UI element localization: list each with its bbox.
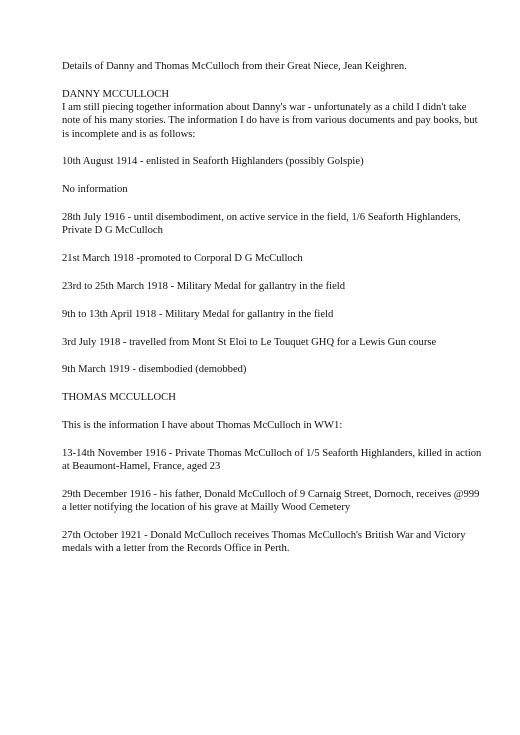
danny-entry-medal-march: 23rd to 25th March 1918 - Military Medal for gallantry in the field [62, 280, 346, 292]
thomas-paragraph: This is the information I have about Thomas McCulloch in WW1: [62, 419, 343, 431]
thomas-entry-father-line-a: 29th December 1916 - his father, Donald McCulloch of 9 Carnaig Street, Dornoch, receives @999 [62, 488, 480, 500]
danny-heading: DANNY MCCULLOCH [62, 88, 170, 100]
danny-entry-no-information: No information [62, 184, 128, 196]
thomas-entry-killed: 13-14th November 1916 - Private Thomas McCulloch of 1/5 Seaforth Highlanders, killed in action at Beaumont-Hamel, France, aged 23 [62, 447, 482, 473]
danny-entry-lewis-gun: 3rd July 1918 - travelled from Mont St Eloi to Le Touquet GHQ for a Lewis Gun course [62, 336, 437, 348]
thomas-entry-father-line-b: a letter notifying the location of his grave at Mailly Wood Cemetery [62, 502, 351, 514]
danny-entry-disembodied: 9th March 1919 - disembodied (demobbed) [62, 364, 247, 376]
danny-entry-active-service: 28th July 1916 - until disembodiment, on active service in the field, 1/6 Seaforth Highlanders, Private D G McCulloch [62, 212, 461, 237]
danny-paragraph: I am still piecing together information about Danny's war - unfortunately as a child I didn't take note of his many stories. The information I do have is from various documents and pay books, but is incomplete and is as follows: [62, 102, 478, 140]
thomas-entry-medals: 27th October 1921 - Donald McCulloch receives Thomas McCulloch's British War and Victory medals with a letter from the Records Office in Perth. [62, 529, 466, 555]
danny-entry-promoted: 21st March 1918 -promoted to Corporal D G McCulloch [62, 253, 303, 265]
danny-entry-medal-april: 9th to 13th April 1918 - Military Medal for gallantry in the field [62, 308, 334, 320]
document-body [62, 60, 482, 570]
thomas-heading: THOMAS MCCULLOCH [62, 392, 176, 404]
danny-entry-enlisted: 10th August 1914 - enlisted in Seaforth Highlanders (possibly Golspie) [62, 156, 364, 168]
intro-line: Details of Danny and Thomas McCulloch from their Great Niece, Jean Keighren. [62, 61, 407, 72]
